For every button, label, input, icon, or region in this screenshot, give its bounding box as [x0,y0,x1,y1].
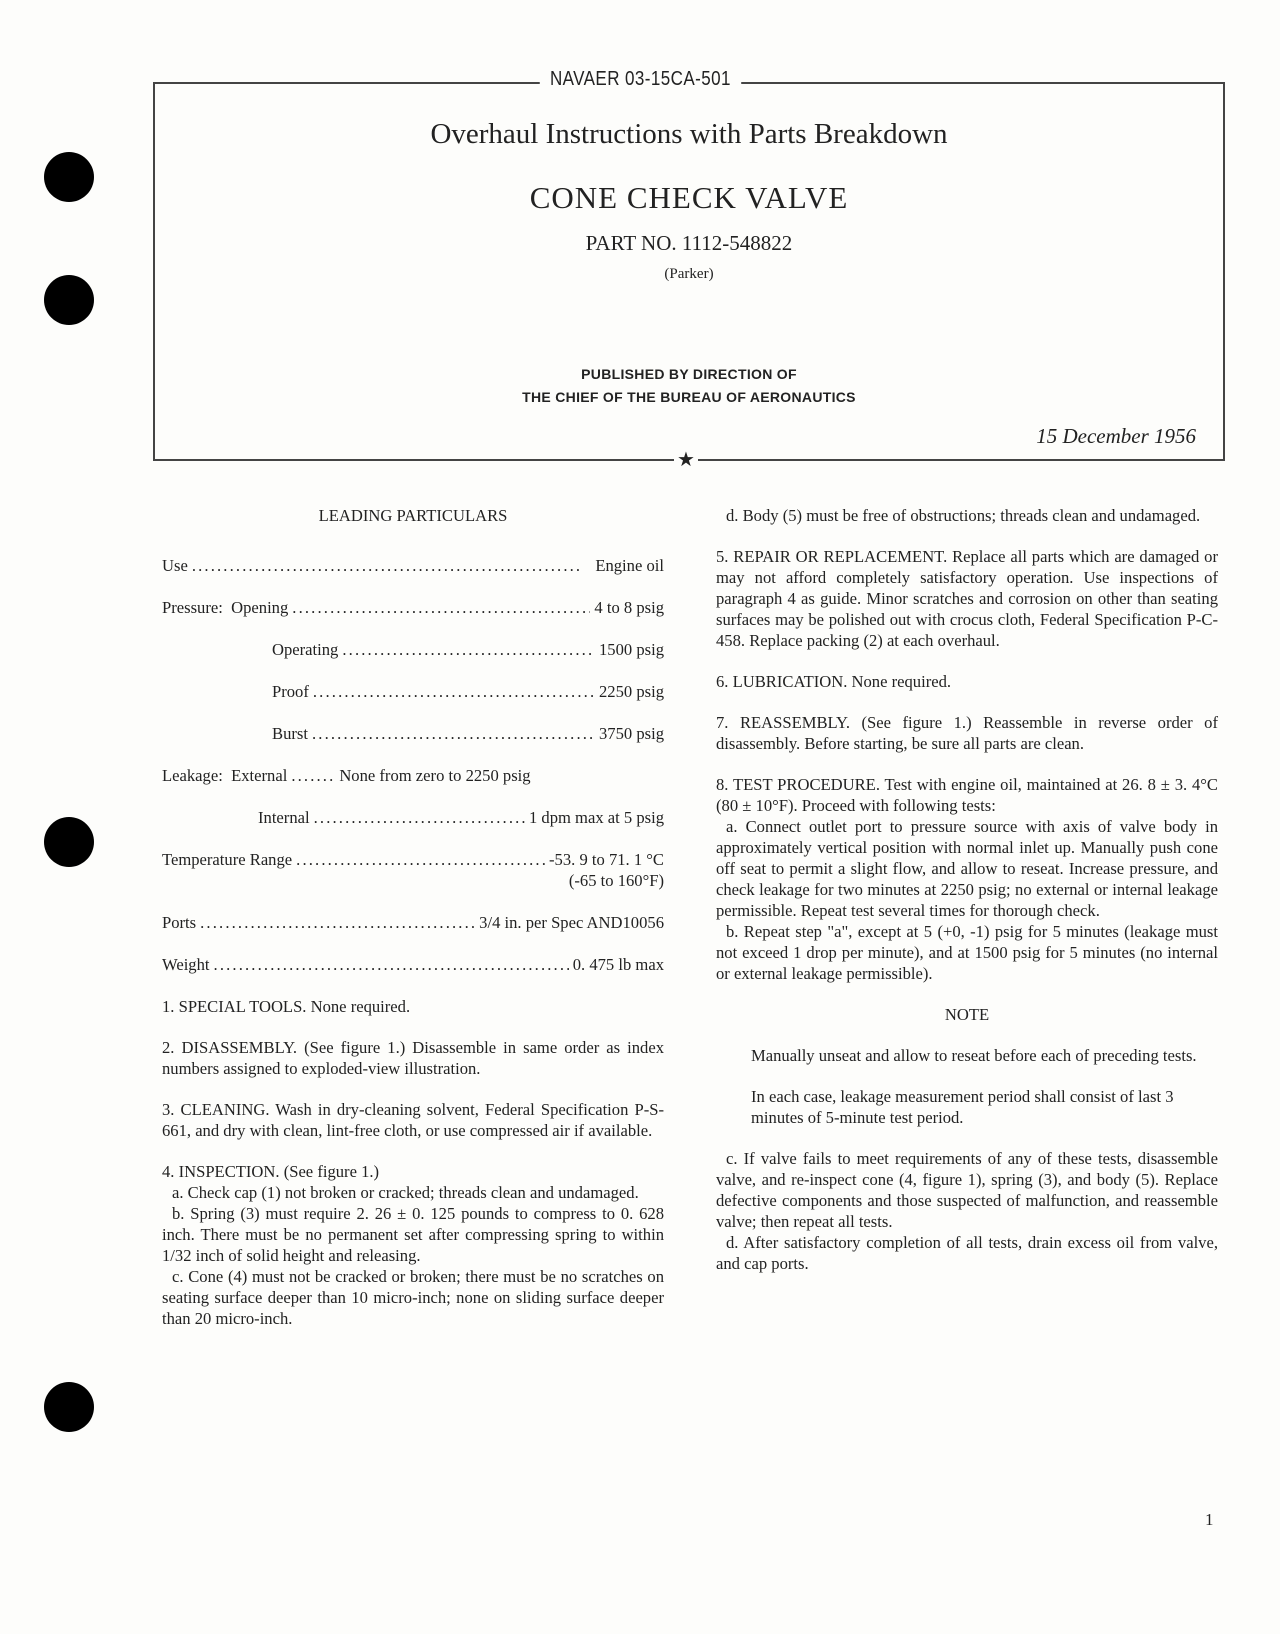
part-number: PART NO. 1112-548822 [585,231,793,255]
particular-value: Engine oil [595,556,664,575]
particular-row [162,681,664,702]
paragraph: 7. REASSEMBLY. (See figure 1.) Reassemble in reverse order of disassembly. Before starting, be sure all parts are clean. [716,713,1218,753]
binder-hole [44,275,94,325]
publication-date: 15 December 1956 [1036,424,1196,448]
particular-value: -53. 9 to 71. 1 °C [549,850,664,869]
inspection-item: b. Spring (3) must require 2. 26 ± 0. 125 pounds to compress to 0. 628 inch. There must be no permanent set after compressing spring to within 1/32 inch of solid height and releasing. [162,1204,664,1265]
page-number: 1 [1205,1510,1214,1529]
particular-row [162,807,664,828]
particular-row [162,954,664,975]
binder-hole [44,152,94,202]
binder-hole [44,1382,94,1432]
particular-value: None from zero to 2250 psig [339,766,531,785]
published-line-1: PUBLISHED BY DIRECTION OF [581,366,797,382]
paragraph: 1. SPECIAL TOOLS. None required. [162,997,411,1016]
paragraph: 6. LUBRICATION. None required. [716,672,952,691]
particular-row [162,849,664,870]
left-column [162,505,664,1329]
test-item: a. Connect outlet port to pressure source with axis of valve body in approximately vertical position with normal inlet up. Manually push cone off seat to permit a slight flow, and allow to reseat. Increase pressure, and check leakage for two minutes at 2250 psig; no external or internal leakage permissible. Repeat test several times for thorough check. [716,817,1218,920]
particular-row [162,723,664,744]
test-item: d. After satisfactory completion of all tests, drain excess oil from valve, and cap ports. [716,1233,1218,1273]
paragraph: 3. CLEANING. Wash in dry-cleaning solvent, Federal Specification P-S-661, and dry with clean, lint-free cloth, or use compressed air if available. [162,1100,664,1140]
note-text: In each case, leakage measurement period shall consist of last 3 minutes of 5-minute test period. [751,1087,1174,1127]
published-line-2: THE CHIEF OF THE BUREAU OF AERONAUTICS [522,389,856,405]
document-title: Overhaul Instructions with Parts Breakdown [430,118,948,150]
particular-label: Burst [272,724,308,743]
particular-value: 1500 psig [599,640,664,659]
particular-row [162,912,664,933]
particular-label: Pressure: Opening [162,598,289,617]
right-column [716,505,1218,1274]
particular-value: 4 to 8 psig [594,598,664,617]
manufacturer: (Parker) [664,266,714,282]
binder-hole [44,817,94,867]
inspection-heading: 4. INSPECTION. (See figure 1.) [162,1162,380,1181]
test-heading: 8. TEST PROCEDURE. Test with engine oil, maintained at 26. 8 ± 3. 4°C (80 ± 10°F). Proceed with following tests: [716,775,1218,815]
subject-title: CONE CHECK VALVE [529,180,849,215]
particular-value: 3750 psig [599,724,664,743]
particular-label: Operating [272,640,339,659]
inspection-item: d. Body (5) must be free of obstructions; threads clean and undamaged. [726,506,1201,525]
particular-row [162,555,664,576]
test-item: c. If valve fails to meet requirements of any of these tests, disassemble valve, and re-inspect cone (4, figure 1), spring (3), and body (5). Replace defective components and those suspected of malfunction, and reassemble valve; then repeat all tests. [716,1149,1218,1231]
particular-label: Use [162,556,188,575]
particular-row [162,765,664,786]
test-item: b. Repeat step "a", except at 5 (+0, -1) psig for 5 minutes (leakage must not exceed 1 drop per minute), and at 1500 psig for 5 minutes (no internal or external leakage permissible). [716,922,1218,983]
particular-label: Temperature Range [162,850,293,869]
particular-value-secondary: (-65 to 160°F) [568,871,664,890]
inspection-item: c. Cone (4) must not be cracked or broken; there must be no scratches on seating surface deeper than 10 micro-inch; none on sliding surface deeper than 20 micro-inch. [162,1267,664,1328]
particular-label: Leakage: External [162,766,288,785]
particular-value: 1 dpm max at 5 psig [528,808,664,827]
particular-label: Ports [162,913,197,932]
particular-value: 0. 475 lb max [572,955,664,974]
star-icon: ★ [674,447,698,472]
particular-row [162,639,664,660]
leading-particulars-heading: LEADING PARTICULARS [318,506,508,525]
particular-label: Internal [258,808,310,827]
particular-label: Proof [272,682,309,701]
inspection-item: a. Check cap (1) not broken or cracked; threads clean and undamaged. [172,1183,639,1202]
document-number: NAVAER 03-15CA-501 [0,68,1280,91]
paragraph: 2. DISASSEMBLY. (See figure 1.) Disassemble in same order as index numbers assigned to exploded-view illustration. [162,1038,664,1078]
paragraph: 5. REPAIR OR REPLACEMENT. Replace all parts which are damaged or may not afford completely satisfactory operation. Use inspections of paragraph 4 as guide. Minor scratches and corrosion on other than seating surfaces may be polished out with crocus cloth, Federal Specification P-C-458. Replace packing (2) at each overhaul. [716,547,1218,650]
note-text: Manually unseat and allow to reseat before each of preceding tests. [751,1046,1197,1065]
particular-row [162,597,664,618]
particular-value: 3/4 in. per Spec AND10056 [479,913,664,932]
particular-label: Weight [162,955,210,974]
note-heading: NOTE [944,1005,990,1024]
particular-value: 2250 psig [599,682,664,701]
